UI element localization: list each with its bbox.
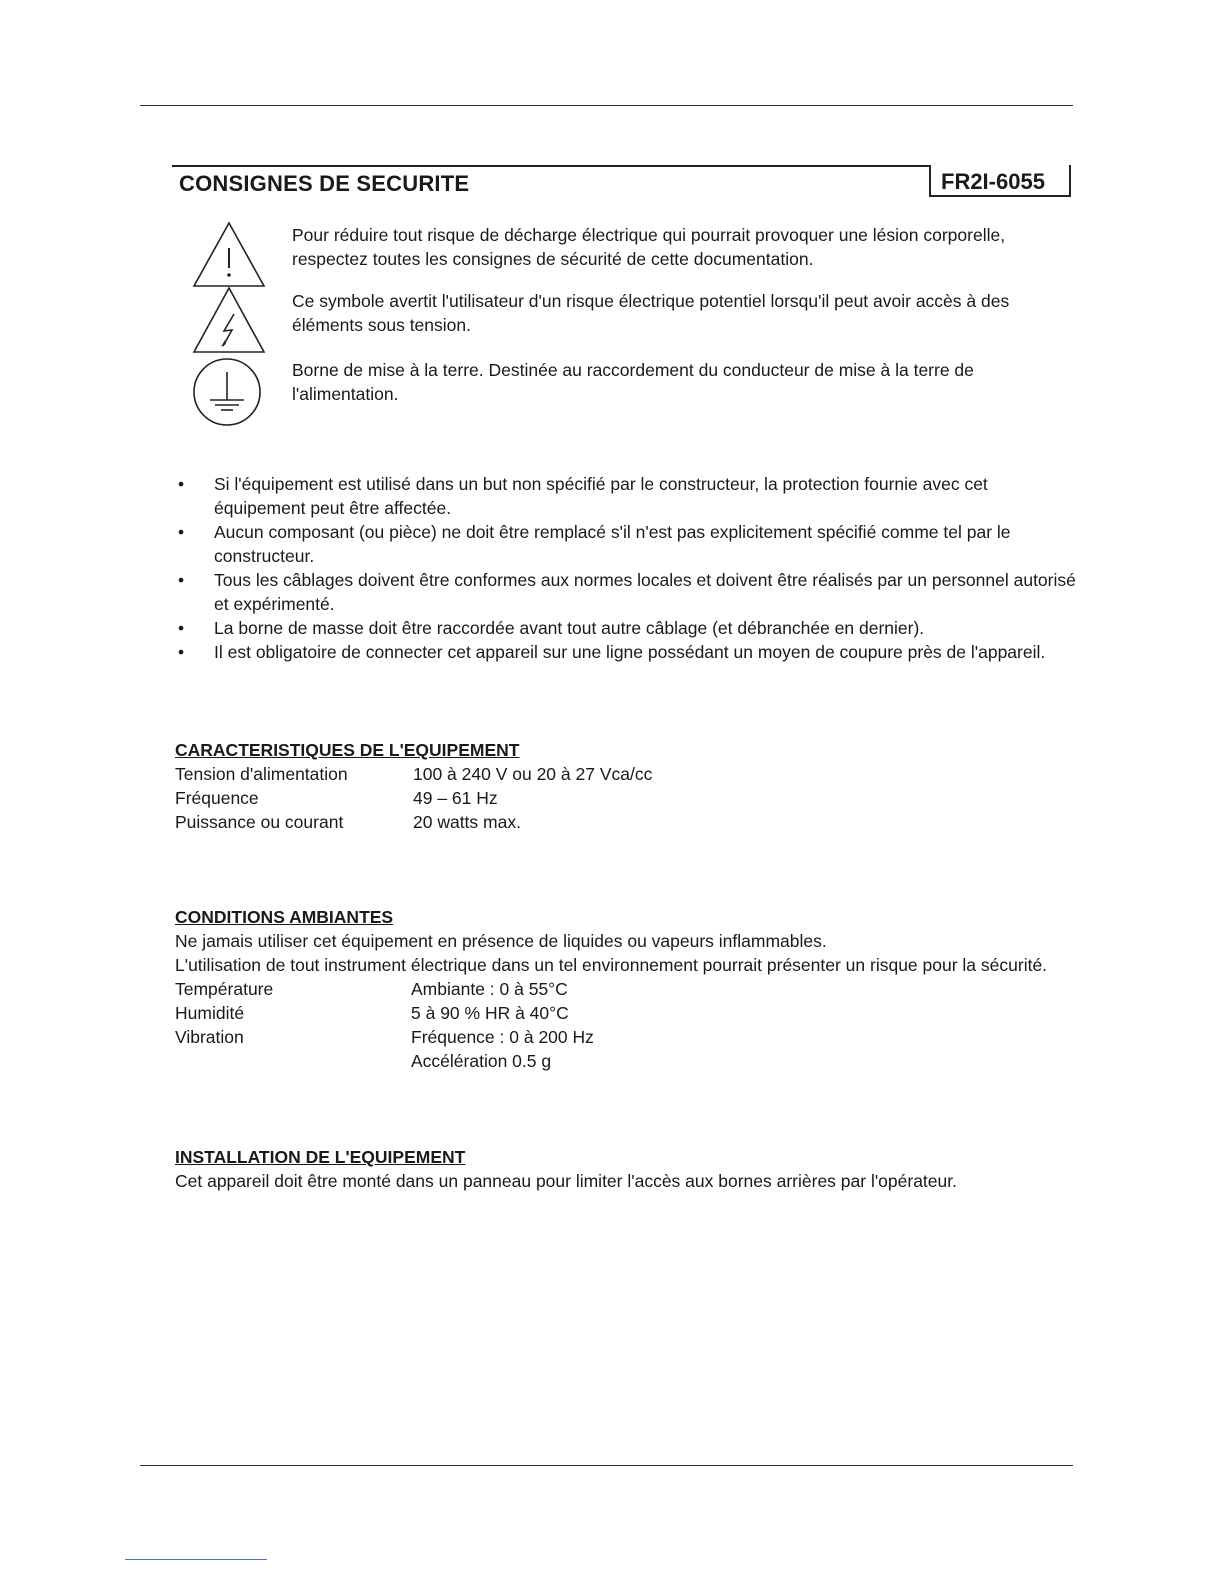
list-item: • Aucun composant (ou pièce) ne doit être remplacé s'il n'est pas explicitement spécifié comme tel par le constructeur. bbox=[178, 522, 1011, 566]
condition-row: Accélération 0.5 g bbox=[411, 1051, 552, 1071]
bottom-rule bbox=[140, 1465, 1073, 1466]
characteristics-heading: CARACTERISTIQUES DE L'EQUIPEMENT bbox=[175, 740, 520, 760]
page-title: CONSIGNES DE SECURITE bbox=[179, 171, 470, 196]
top-rule bbox=[140, 105, 1073, 106]
document-code-box bbox=[929, 165, 1071, 197]
spec-row: Puissance ou courant 20 watts max. bbox=[175, 812, 521, 832]
conditions-line-1: Ne jamais utiliser cet équipement en présence de liquides ou vapeurs inflammables. bbox=[175, 931, 827, 951]
electric-hazard-icon bbox=[190, 286, 268, 356]
conditions-section bbox=[175, 905, 1075, 1073]
installation-section bbox=[175, 1145, 1075, 1193]
conditions-line-2: L'utilisation de tout instrument électrique dans un tel environnement pourrait présenter un risque pour la sécurité. bbox=[175, 955, 1048, 975]
list-item: • Il est obligatoire de connecter cet appareil sur une ligne possédant un moyen de coupure près de l'appareil. bbox=[178, 642, 1046, 662]
condition-row: Température Ambiante : 0 à 55°C bbox=[175, 979, 568, 999]
footer-link-underline bbox=[125, 1559, 267, 1560]
condition-row: Humidité 5 à 90 % HR à 40°C bbox=[175, 1003, 569, 1023]
ground-terminal-icon bbox=[190, 354, 268, 430]
list-item: • La borne de masse doit être raccordée avant tout autre câblage (et débranchée en dernier). bbox=[178, 618, 925, 638]
safety-symbols bbox=[190, 220, 270, 430]
condition-row: Vibration Fréquence : 0 à 200 Hz bbox=[175, 1027, 594, 1047]
conditions-heading: CONDITIONS AMBIANTES bbox=[175, 907, 394, 927]
warning-text: Pour réduire tout risque de décharge électrique qui pourrait provoquer une lésion corporelle, respectez toutes les consignes de sécurité de cette documentation. bbox=[292, 225, 1006, 269]
warning-triangle-icon bbox=[190, 220, 268, 292]
list-item: • Tous les câblages doivent être conformes aux normes locales et doivent être réalisés par un personnel autorisé et expérimenté. bbox=[178, 570, 1076, 614]
spec-row: Tension d'alimentation 100 à 240 V ou 20 à 27 Vca/cc bbox=[175, 764, 653, 784]
installation-text: Cet appareil doit être monté dans un panneau pour limiter l'accès aux bornes arrières par l'opérateur. bbox=[175, 1171, 957, 1191]
document-code: FR2I-6055 bbox=[941, 169, 1045, 194]
ground-terminal-text: Borne de mise à la terre. Destinée au raccordement du conducteur de mise à la terre de l'alimentation. bbox=[292, 360, 974, 404]
installation-heading: INSTALLATION DE L'EQUIPEMENT bbox=[175, 1147, 466, 1167]
header-line bbox=[172, 165, 930, 167]
characteristics-section bbox=[175, 738, 1075, 834]
spec-row: Fréquence 49 – 61 Hz bbox=[175, 788, 498, 808]
electric-hazard-text: Ce symbole avertit l'utilisateur d'un risque électrique potentiel lorsqu'il peut avoir accès à des éléments sous tension. bbox=[292, 291, 1010, 335]
safety-bullet-list bbox=[172, 472, 1077, 664]
list-item: • Si l'équipement est utilisé dans un but non spécifié par le constructeur, la protection fournie avec cet équipement peut être affectée. bbox=[178, 474, 988, 518]
section-header bbox=[172, 165, 1073, 199]
